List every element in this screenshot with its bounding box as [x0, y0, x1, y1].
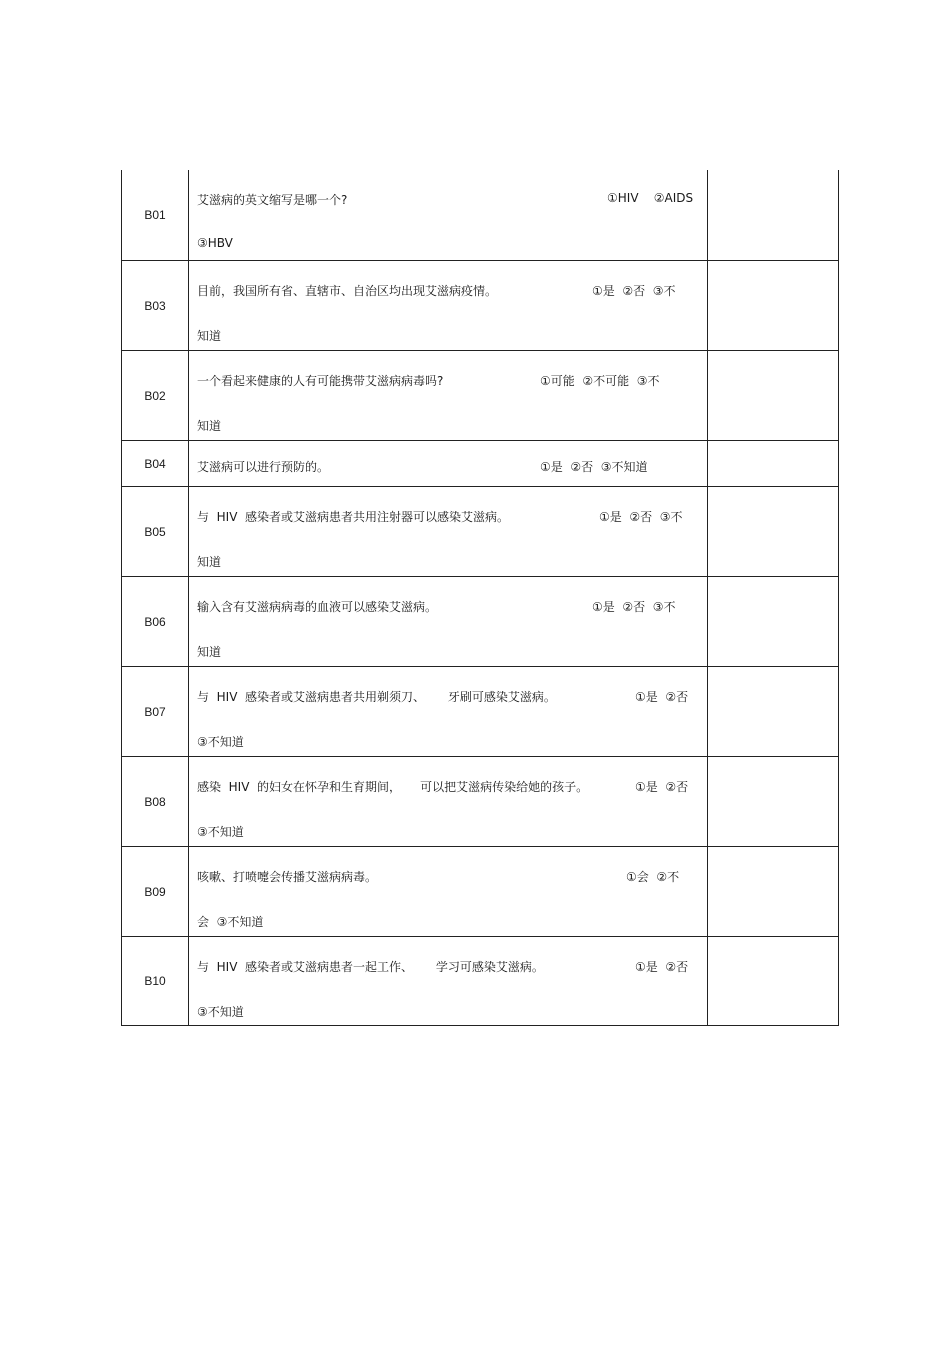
question-code: B09: [122, 847, 189, 936]
answer-options: ①可能 ②不可能 ③不: [540, 374, 660, 388]
question-code: B06: [122, 577, 189, 666]
question-cell: [189, 937, 708, 1025]
question-cell: [189, 577, 708, 666]
answer-cell[interactable]: [708, 351, 838, 440]
question-continuation: ③不知道: [197, 735, 244, 749]
question-code: B05: [122, 487, 189, 576]
table-row: [121, 666, 839, 756]
question-text: 艾滋病可以进行预防的。: [197, 460, 330, 474]
question-cell: [189, 487, 708, 576]
question-code: B01: [122, 170, 189, 260]
question-continuation: 会 ③不知道: [197, 915, 264, 929]
question-text: 与 HIV 感染者或艾滋病患者共用剃须刀、 牙刷可感染艾滋病。: [197, 690, 556, 704]
table-row: [121, 846, 839, 936]
answer-options: ①是 ②否 ③不: [592, 284, 676, 298]
table-row: [121, 936, 839, 1025]
answer-cell[interactable]: [708, 261, 838, 350]
question-continuation: 知道: [197, 555, 222, 569]
question-code: B08: [122, 757, 189, 846]
question-continuation: ③HBV: [197, 236, 233, 250]
answer-options: ①会 ②不: [626, 870, 680, 884]
question-cell: [189, 441, 708, 486]
question-code: B02: [122, 351, 189, 440]
question-code: B10: [122, 937, 189, 1025]
answer-cell[interactable]: [708, 170, 838, 260]
answer-cell[interactable]: [708, 487, 838, 576]
answer-cell[interactable]: [708, 441, 838, 486]
answer-options: ①是 ②否 ③不: [592, 600, 676, 614]
table-row: [121, 486, 839, 576]
answer-cell[interactable]: [708, 757, 838, 846]
answer-options: ①HIV ②AIDS: [607, 191, 694, 205]
questionnaire-table: [121, 170, 839, 1026]
question-text: 输入含有艾滋病病毒的血液可以感染艾滋病。: [197, 600, 438, 614]
answer-cell[interactable]: [708, 847, 838, 936]
question-cell: [189, 847, 708, 936]
question-continuation: 知道: [197, 645, 222, 659]
answer-cell[interactable]: [708, 667, 838, 756]
table-row: [121, 260, 839, 350]
question-text: 与 HIV 感染者或艾滋病患者共用注射器可以感染艾滋病。: [197, 510, 510, 524]
question-text: 艾滋病的英文缩写是哪一个?: [197, 193, 348, 207]
answer-options: ①是 ②否 ③不: [599, 510, 683, 524]
question-text: 与 HIV 感染者或艾滋病患者一起工作、 学习可感染艾滋病。: [197, 960, 544, 974]
question-text: 目前，我国所有省、直辖市、自治区均出现艾滋病疫情。: [197, 284, 498, 298]
answer-options: ①是 ②否 ③不知道: [540, 460, 648, 474]
table-row: [121, 756, 839, 846]
question-code: B03: [122, 261, 189, 350]
answer-options: ①是 ②否: [635, 960, 689, 974]
answer-cell[interactable]: [708, 577, 838, 666]
question-continuation: ③不知道: [197, 825, 244, 839]
question-text: 一个看起来健康的人有可能携带艾滋病病毒吗?: [197, 374, 444, 388]
question-cell: [189, 351, 708, 440]
answer-options: ①是 ②否: [635, 690, 689, 704]
answer-options: ①是 ②否: [635, 780, 689, 794]
table-row: [121, 440, 839, 486]
question-code: B04: [122, 441, 189, 486]
question-cell: [189, 757, 708, 846]
question-cell: [189, 170, 708, 260]
question-code: B07: [122, 667, 189, 756]
question-continuation: ③不知道: [197, 1005, 244, 1019]
question-continuation: 知道: [197, 419, 222, 433]
question-cell: [189, 261, 708, 350]
question-continuation: 知道: [197, 329, 222, 343]
question-cell: [189, 667, 708, 756]
table-row: [121, 576, 839, 666]
table-row: [121, 170, 839, 260]
answer-cell[interactable]: [708, 937, 838, 1025]
question-text: 感染 HIV 的妇女在怀孕和生育期间， 可以把艾滋病传染给她的孩子。: [197, 780, 589, 794]
question-text: 咳嗽、打喷嚏会传播艾滋病病毒。: [197, 870, 378, 884]
table-row: [121, 350, 839, 440]
